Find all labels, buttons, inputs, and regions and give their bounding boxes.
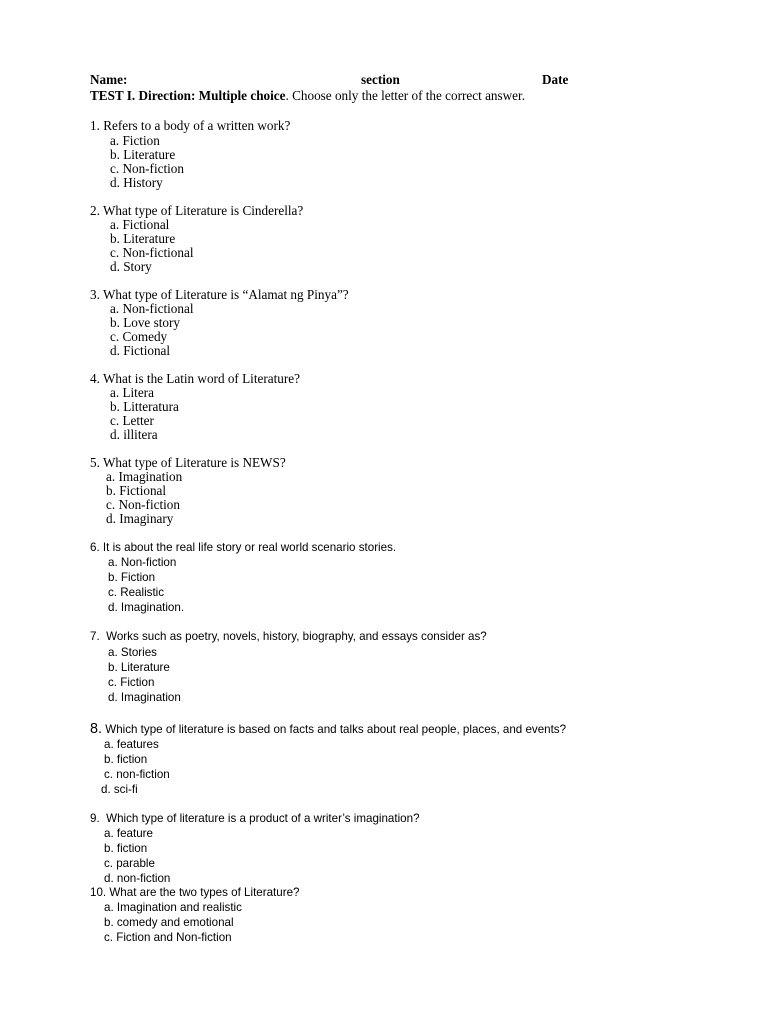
choice-9c: c. parable bbox=[104, 857, 155, 870]
question-number: 8. bbox=[90, 721, 103, 737]
choice-7b: b. Literature bbox=[108, 661, 170, 674]
choice-3d: d. Fictional bbox=[110, 343, 171, 358]
question-text: Which type of literature is based on facts and talks about real people, places, and events? bbox=[105, 723, 567, 736]
choice-2a: a. Fictional bbox=[110, 217, 170, 232]
choice-4a: a. Litera bbox=[110, 385, 154, 400]
choice-4c: c. Letter bbox=[110, 413, 154, 428]
question-5 bbox=[90, 456, 286, 469]
choice-1a: a. Fiction bbox=[110, 133, 160, 148]
choice-8d: d. sci-fi bbox=[101, 783, 138, 796]
choice-5d: d. Imaginary bbox=[106, 511, 174, 526]
question-10 bbox=[90, 887, 299, 899]
question-3 bbox=[90, 288, 349, 301]
choice-8a: a. features bbox=[104, 738, 159, 751]
choice-2b: b. Literature bbox=[110, 231, 176, 246]
date-label: Date bbox=[542, 72, 569, 87]
question-text: What type of Literature is Cinderella? bbox=[102, 203, 304, 218]
question-number: 10. bbox=[90, 886, 107, 899]
choice-3c: c. Comedy bbox=[110, 329, 168, 344]
question-number: 3. bbox=[90, 287, 100, 302]
choice-1c: c. Non-fiction bbox=[110, 161, 184, 176]
choice-1b: b. Literature bbox=[110, 147, 176, 162]
question-text: Which type of literature is a product of a writer’s imagination? bbox=[106, 812, 420, 825]
question-text: What type of Literature is NEWS? bbox=[102, 455, 286, 470]
choice-10b: b. comedy and emotional bbox=[104, 916, 234, 929]
question-number: 2. bbox=[90, 203, 100, 218]
question-number: 4. bbox=[90, 371, 100, 386]
test-label: TEST I. Direction: Multiple choice bbox=[90, 88, 286, 103]
choice-4d: d. illitera bbox=[110, 427, 158, 442]
choice-6b: b. Fiction bbox=[108, 571, 156, 584]
question-text: It is about the real life story or real world scenario stories. bbox=[102, 541, 397, 554]
question-text: What is the Latin word of Literature? bbox=[102, 371, 300, 386]
test-instruction: . Choose only the letter of the correct answer. bbox=[285, 88, 525, 103]
question-number: 9. bbox=[90, 812, 100, 825]
choice-5b: b. Fictional bbox=[106, 483, 167, 498]
choice-2c: c. Non-fictional bbox=[110, 245, 194, 260]
choice-8c: c. non-fiction bbox=[104, 768, 170, 781]
question-text: What type of Literature is “Alamat ng Pinya”? bbox=[102, 287, 349, 302]
question-4 bbox=[90, 372, 300, 385]
question-6 bbox=[90, 542, 396, 554]
choice-9d: d. non-fiction bbox=[104, 872, 171, 885]
question-number: 1. bbox=[90, 118, 100, 133]
choice-5a: a. Imagination bbox=[106, 469, 183, 484]
question-text: Refers to a body of a written work? bbox=[103, 118, 291, 133]
choice-1d: d. History bbox=[110, 175, 163, 190]
choice-8b: b. fiction bbox=[104, 753, 148, 766]
choice-3a: a. Non-fictional bbox=[110, 301, 194, 316]
choice-2d: d. Story bbox=[110, 259, 152, 274]
question-text: Works such as poetry, novels, history, biography, and essays consider as? bbox=[106, 630, 487, 643]
choice-9b: b. fiction bbox=[104, 842, 148, 855]
choice-7d: d. Imagination bbox=[108, 691, 181, 704]
choice-4b: b. Litteratura bbox=[110, 399, 179, 414]
question-number: 5. bbox=[90, 455, 100, 470]
question-9 bbox=[90, 813, 420, 825]
choice-3b: b. Love story bbox=[110, 315, 180, 330]
name-label: Name: bbox=[90, 72, 128, 87]
choice-7a: a. Stories bbox=[108, 646, 157, 659]
question-8 bbox=[90, 722, 566, 736]
choice-10a: a. Imagination and realistic bbox=[104, 901, 242, 914]
section-label: section bbox=[361, 72, 400, 87]
question-1 bbox=[90, 119, 290, 132]
question-number: 7. bbox=[90, 630, 100, 643]
choice-5c: c. Non-fiction bbox=[106, 497, 180, 512]
choice-6a: a. Non-fiction bbox=[108, 556, 177, 569]
choice-9a: a. feature bbox=[104, 827, 153, 840]
choice-7c: c. Fiction bbox=[108, 676, 155, 689]
choice-6c: c. Realistic bbox=[108, 586, 165, 599]
choice-6d: d. Imagination. bbox=[108, 601, 185, 614]
question-text: What are the two types of Literature? bbox=[109, 886, 300, 899]
question-number: 6. bbox=[90, 541, 100, 554]
choice-10c: c. Fiction and Non-fiction bbox=[104, 931, 232, 944]
question-2 bbox=[90, 204, 303, 217]
test-direction bbox=[90, 89, 525, 102]
question-7 bbox=[90, 631, 487, 643]
